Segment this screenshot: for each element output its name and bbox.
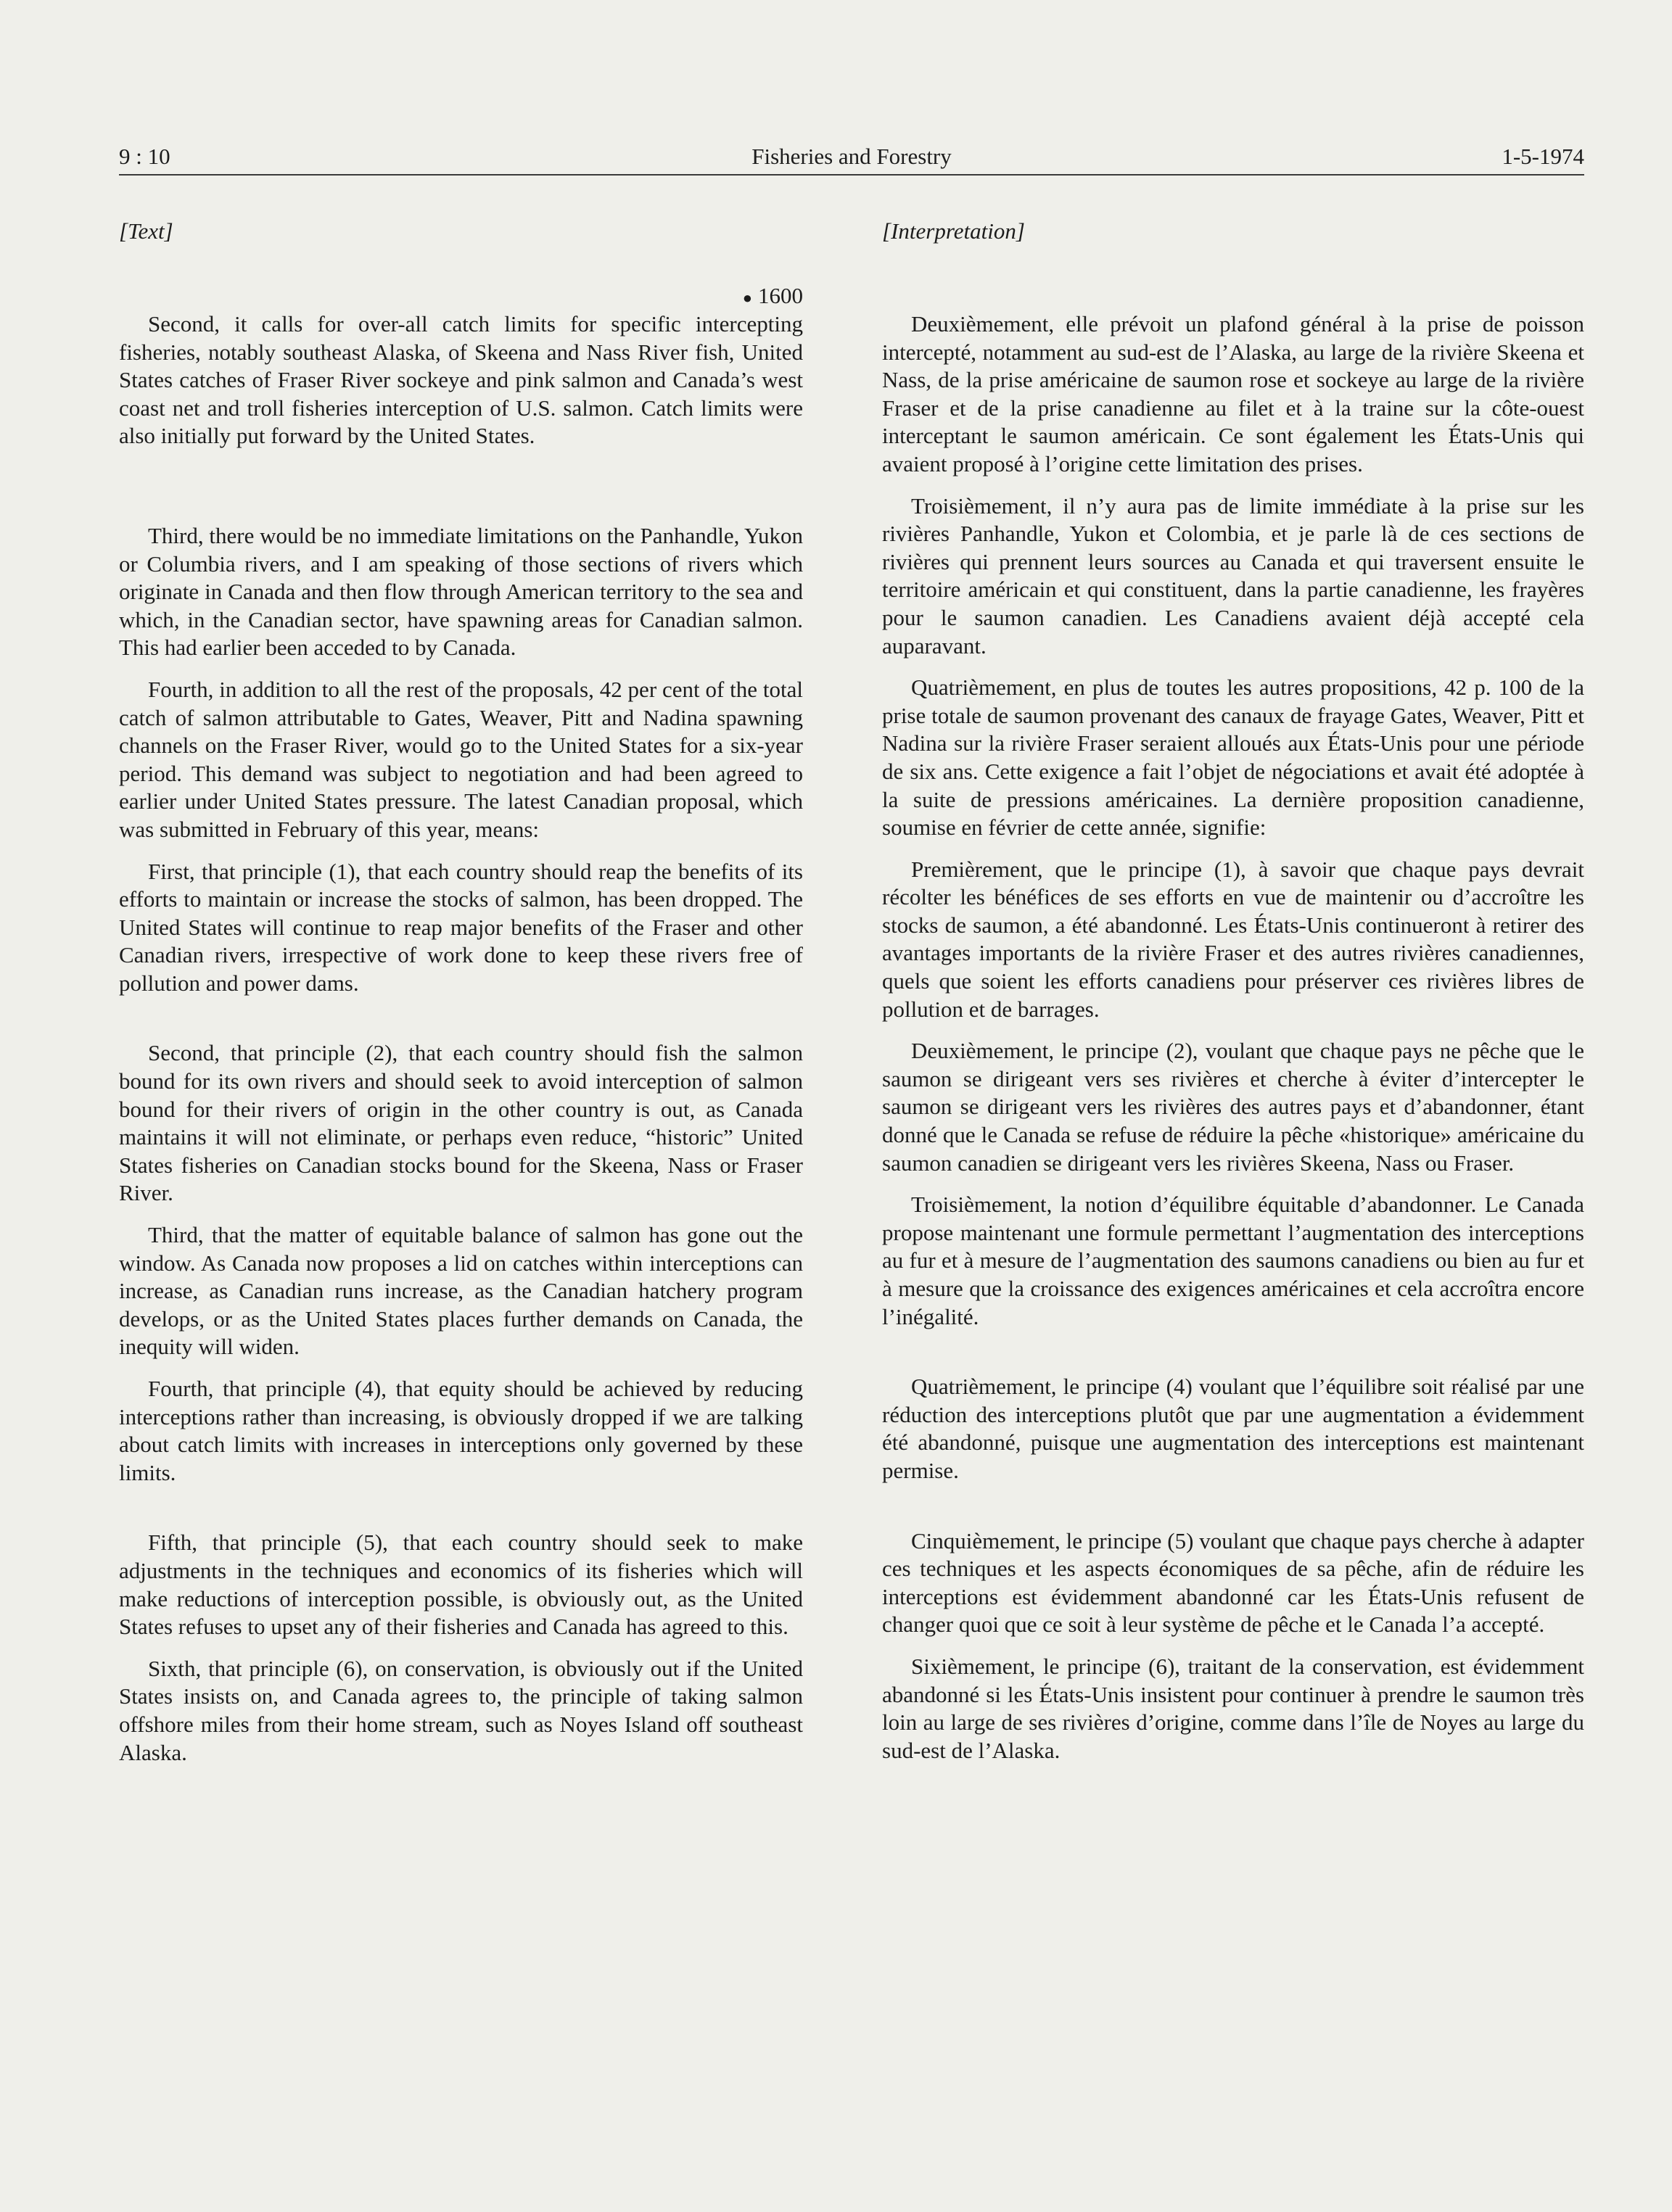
paragraph: Premièrement, que le principe (1), à savoir que chaque pays devrait récolter les bénéfices de ses efforts en vue de maintenir ou d’accroître les stocks de saumon, a été abandonné. Les États-Unis continueront à retirer des avantages importants de la rivière Fraser et des autres rivières canadiennes, quels que soient les efforts canadiens pour préserver ces rivières libres de pollution et de barrages. bbox=[882, 856, 1584, 1022]
paragraph: Troisièmement, il n’y aura pas de limite immédiate à la prise sur les rivières Panhandle, Yukon et Colombia, et je parle là de ces sections de rivières qui prennent leurs sources au Canada et qui traversent ensuite le territoire américain et qui constituent, dans la partie canadienne, les frayères pour le saumon canadien. Les Canadiens avaient déjà accepté cela auparavant. bbox=[882, 492, 1584, 659]
time-marker-value: 1600 bbox=[758, 283, 803, 308]
paragraph: Troisièmement, la notion d’équilibre équitable d’abandonner. Le Canada propose maintenant une formule permettant l’augmentation des interceptions au fur et à mesure de l’augmentation des saumons canadiens ou bien au fur et à mesure que la croissance des exigences américaines et cela accroîtra encore l’inégalité. bbox=[882, 1192, 1584, 1329]
paragraph: Sixth, that principle (6), on conservation, is obviously out if the United States insists on, and Canada agrees to, the principle of taking salmon offshore miles from their home stream, such as Noyes Island off southeast Alaska. bbox=[119, 1655, 803, 1765]
page-number: 9 : 10 bbox=[119, 144, 170, 169]
paragraph: First, that principle (1), that each country should reap the benefits of its efforts to maintain or increase the stocks of salmon, has been dropped. The United States will continue to reap major benefits of the Fraser and other Canadian rivers, irrespective of work done to keep these rivers free of pollution and power dams. bbox=[119, 858, 803, 996]
paragraph: Third, there would be no immediate limitations on the Panhandle, Yukon or Columbia rivers, and I am speaking of those sections of rivers which originate in Canada and then flow through American territory to the sea and which, in the Canadian sector, have spawning areas for Canadian salmon. This had earlier been acceded to by Canada. bbox=[119, 522, 803, 661]
time-marker bbox=[119, 281, 803, 310]
paragraph: Third, that the matter of equitable balance of salmon has gone out the window. As Canada now proposes a lid on catches within interceptions can increase, as Canadian runs increase, as the Canadian hatchery program develops, or as the United States places further demands on Canada, the inequity will widen. bbox=[119, 1222, 803, 1360]
paragraph: Fourth, that principle (4), that equity should be achieved by reducing interceptions rather than increasing, is obviously dropped if we are talking about catch limits with increases in interceptions only governed by these limits. bbox=[119, 1376, 803, 1485]
paragraph: Quatrièmement, le principe (4) voulant que l’équilibre soit réalisé par une réduction des interceptions plutôt que par une augmentation a évidemment été abandonné, puisque une augmentation des interceptions est maintenant permise. bbox=[882, 1374, 1584, 1483]
header-rule bbox=[119, 174, 1584, 176]
paragraph: Cinquièmement, le principe (5) voulant que chaque pays cherche à adapter ces techniques et les aspects économiques de sa pêche, afin de réduire les interceptions est évidemment abandonné car les États-Unis refusent de changer quoi que ce soit à leur système de pêche et le Canada l’a accepté. bbox=[882, 1527, 1584, 1638]
paragraph: Fourth, in addition to all the rest of the proposals, 42 per cent of the total catch of salmon attributable to Gates, Weaver, Pitt and Nadina spawning channels on the Fraser River, would go to the United States for a six-year period. This demand was subject to negotiation and had been agreed to earlier under United States pressure. The latest Canadian proposal, which was submitted in February of this year, means: bbox=[119, 676, 803, 842]
paragraph: Second, that principle (2), that each country should fish the salmon bound for its own rivers and should seek to avoid interception of salmon bound for their rivers of origin in the other country is out, as Canada maintains it will not eliminate, or perhaps even reduce, “historic” United States fisheries on Canadian stocks bound for the Skeena, Nass or Fraser River. bbox=[119, 1040, 803, 1206]
issue-date: 1-5-1974 bbox=[1502, 144, 1584, 169]
page-header bbox=[119, 138, 1584, 176]
french-interpretation-column bbox=[882, 218, 1584, 1765]
paragraph: Quatrièmement, en plus de toutes les autres propositions, 42 p. 100 de la prise totale de saumon provenant des canaux de frayage Gates, Weaver, Pitt et Nadina sur la rivière Fraser seraient alloués aux États-Unis pour une période de six ans. Cette exigence a fait l’objet de négociations et avait été adoptée à la suite de pressions américaines. La dernière proposition canadienne, soumise en février de cette année, signifie: bbox=[882, 674, 1584, 841]
column-spacer bbox=[882, 281, 1584, 310]
paragraph: Deuxièmement, elle prévoit un plafond général à la prise de poisson intercepté, notamment au sud-est de l’Alaska, au large de la rivière Skeena et Nass, de la prise américaine de saumon rose et sockeye au large de la rivière Fraser et de la prise canadienne au filet et à la traine sur la côte-ouest interceptant le saumon américain. Ce sont également les États-Unis qui avaient proposé à l’origine cette limitation des prises. bbox=[882, 311, 1584, 476]
paragraph: Sixièmement, le principe (6), traitant de la conservation, est évidemment abandonné si les États-Unis insistent pour continuer à prendre le saumon très loin au large de ses rivières d’origine, comme dans l’île de Noyes au large du sud-est de l’Alaska. bbox=[882, 1653, 1584, 1763]
text-label: [Text] bbox=[119, 218, 173, 244]
paragraph: Fifth, that principle (5), that each country should seek to make adjustments in the techniques and economics of its fisheries which will make reductions of interception possible, is obviously out, as the United States refuses to upset any of their fisheries and Canada has agreed to this. bbox=[119, 1530, 803, 1640]
paragraph: Deuxièmement, le principe (2), voulant que chaque pays ne pêche que le saumon se dirigeant vers ses rivières et cherche à éviter d’intercepter le saumon se dirigeant vers les rivières des autres pays et d’abandonner, étant donné que le Canada se refuse de réduire la pêche «historique» américaine du saumon canadien se dirigeant vers les rivières Skeena, Nass ou Fraser. bbox=[882, 1038, 1584, 1176]
interpretation-label: [Interpretation] bbox=[882, 218, 1025, 244]
paragraph: Second, it calls for over-all catch limits for specific intercepting fisheries, notably southeast Alaska, of Skeena and Nass River fish, United States catches of Fraser River sockeye and pink salmon and Canada’s west coast net and troll fisheries interception of U.S. salmon. Catch limits were also initially put forward by the United States. bbox=[119, 311, 803, 449]
publication-title: Fisheries and Forestry bbox=[751, 144, 952, 169]
english-text-column bbox=[119, 218, 803, 1767]
bullet-icon: ● bbox=[742, 288, 752, 307]
